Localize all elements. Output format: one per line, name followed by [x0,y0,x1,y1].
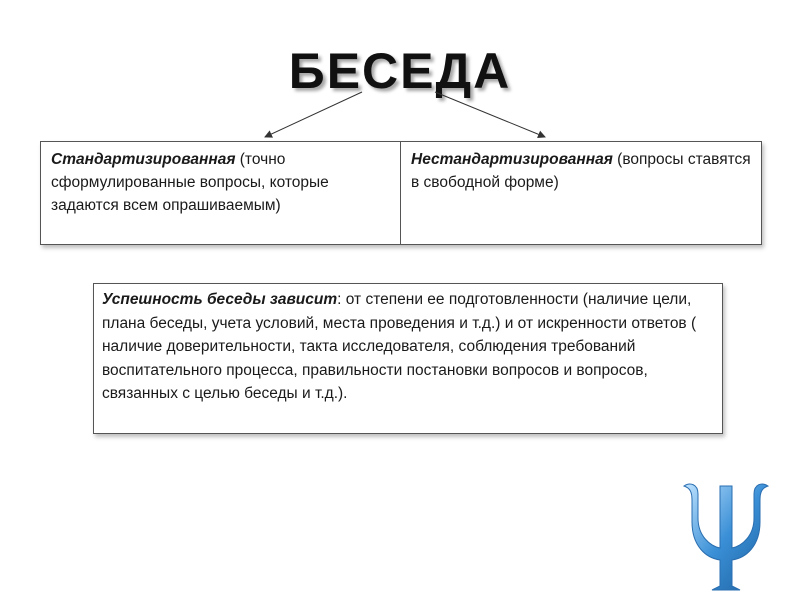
psi-icon [676,478,776,593]
standardized-cell [41,142,401,244]
nonstandardized-term: Нестандартизированная [411,151,613,168]
nonstandardized-description: (вопросы ставятся в свободной форме) [411,151,751,191]
success-factors-box [93,283,723,434]
success-term: Успешность беседы зависит [102,291,338,308]
standardized-description: (точно сформулированные вопросы, которые задаются всем опрашиваемым) [51,151,329,214]
standardized-term: Стандартизированная [51,151,236,168]
arrow-right [435,92,545,137]
page-title: БЕСЕДА [288,43,512,99]
branch-arrows [0,0,800,150]
interview-types-table [40,141,762,245]
success-description: : от степени ее подготовленности (наличие цели, плана беседы, учета условий, места проведения и т.д.) и от искренности ответов ( наличие доверительности, такта исследователя, соблюдения требований воспитательного процесса, правильности постановки вопросов и вопросов, связанных с целью беседы и т.д.). [102,291,697,402]
arrow-left [265,92,362,137]
nonstandardized-cell [401,142,761,244]
